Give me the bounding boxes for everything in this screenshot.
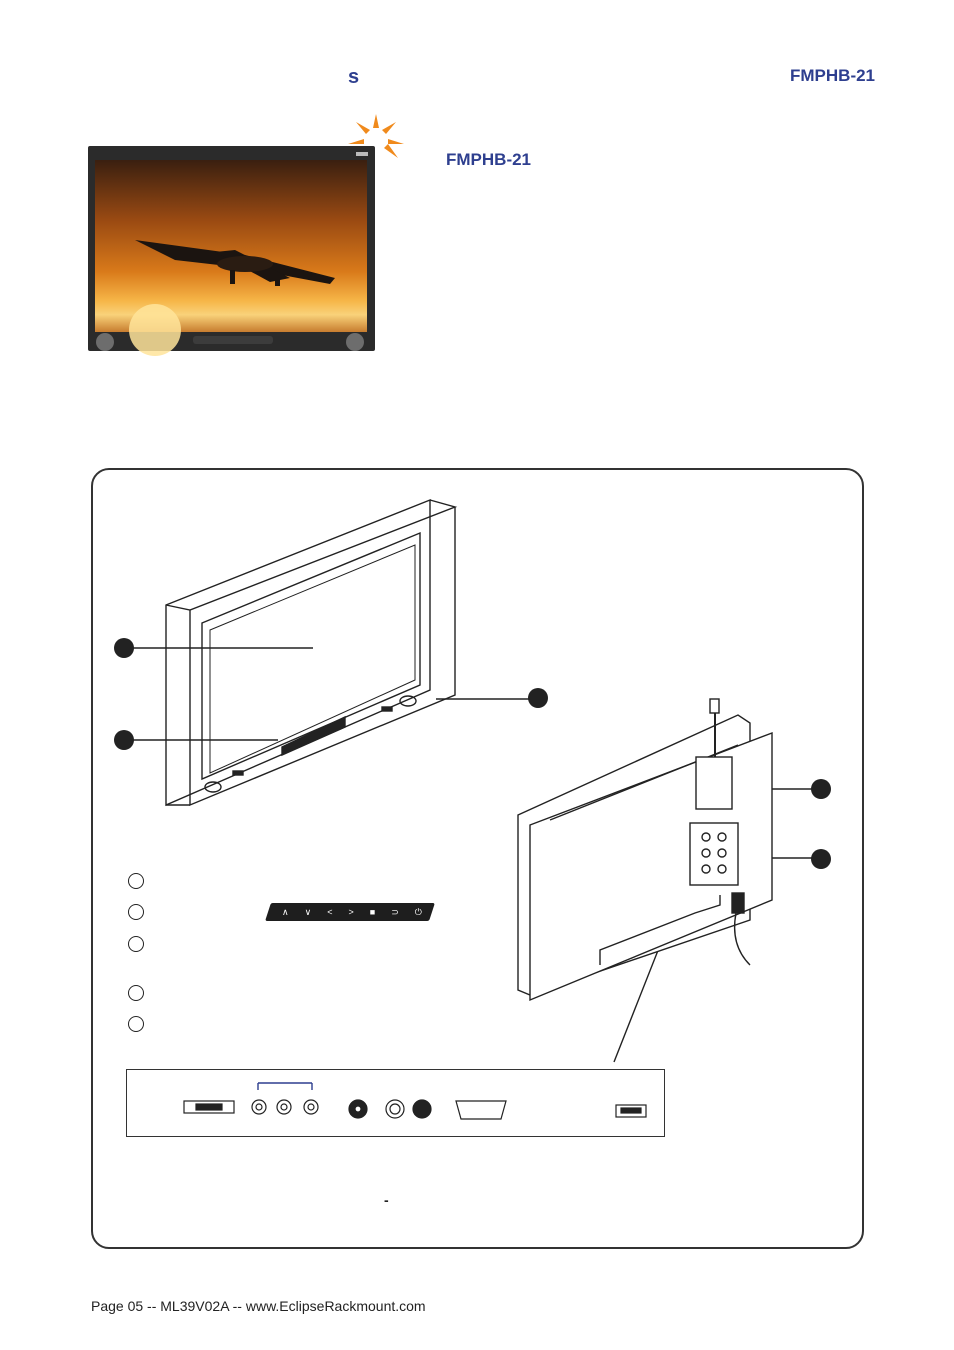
intro-model-number: FMPHB-21 <box>446 150 532 169</box>
keypad-button-6: ⏻ <box>414 906 422 917</box>
page-heading-fragment: s <box>348 66 360 88</box>
keypad-buttons <box>282 903 422 921</box>
legend-marker-4 <box>128 985 144 1001</box>
legend-marker-2 <box>128 904 144 920</box>
page-footer: Page 05 -- ML39V02A -- www.EclipseRackmount.com <box>91 1298 426 1314</box>
connector-icons <box>126 1069 665 1137</box>
keypad-button-4: ■ <box>369 907 376 917</box>
legend-marker-5 <box>128 1016 144 1032</box>
keypad-button-1: ∨ <box>304 906 312 917</box>
keypad-button-5: ⊃ <box>391 906 399 917</box>
legend-marker-1 <box>128 873 144 889</box>
separator-dash: - <box>384 1192 389 1208</box>
callout-dot-power <box>811 779 831 799</box>
keypad-button-2: < <box>327 907 333 917</box>
rear-monitor-drawing <box>510 695 790 1015</box>
callout-dot-vesa <box>811 849 831 869</box>
legend-marker-3 <box>128 936 144 952</box>
keypad-button-0: ∧ <box>282 906 289 917</box>
header-model-number: FMPHB-21 <box>790 66 876 85</box>
keypad-button-3: > <box>348 907 354 917</box>
